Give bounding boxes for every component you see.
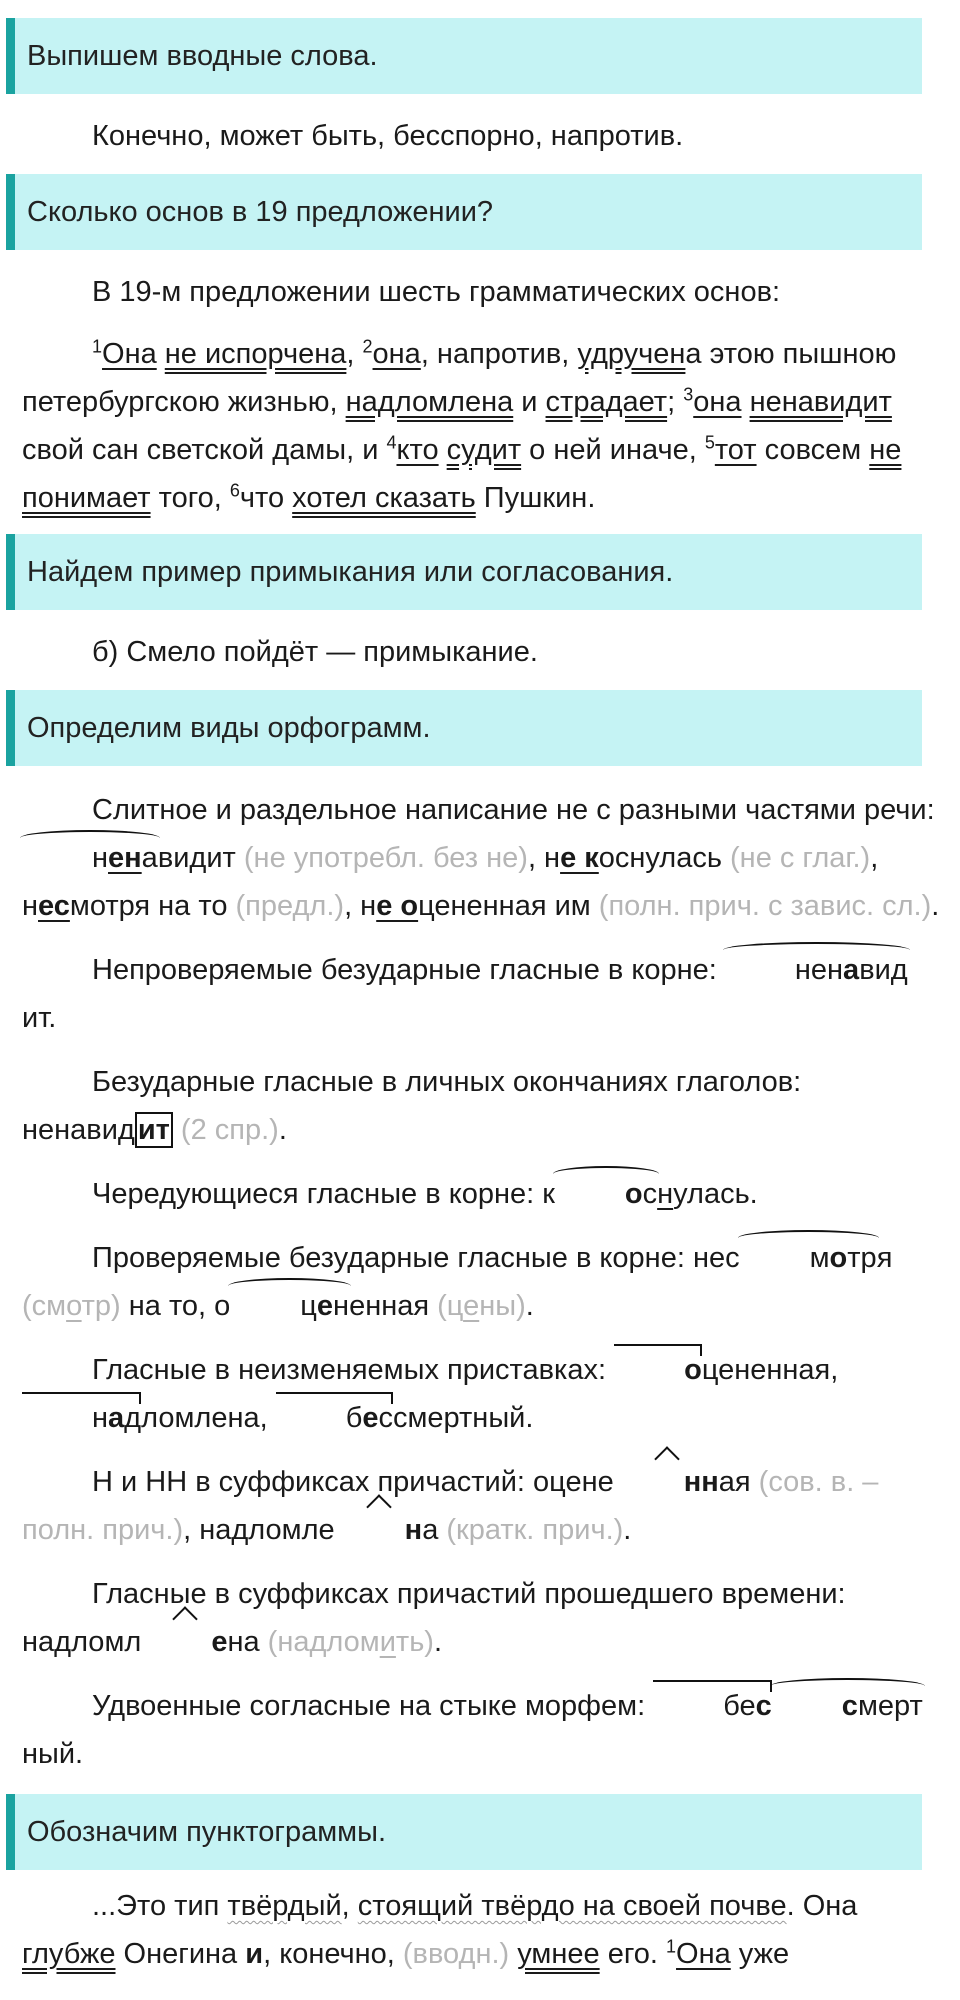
orth-ne-with-parts: Слитное и раздельное написание не с разными частями речи: ненавидит (не употребл. без не), не коснулась (не с глаг.), несмотря на то (предл.), не оцененная им (полн. прич. с завис. сл.).: [22, 794, 940, 922]
punctograms-sentence: ...Это тип твёрдый, стоящий твёрдо на своей почве. Она глубже Онегина и, конечно, (вводн.) умнее его. $^1$Она уже: [22, 1890, 858, 1970]
section-header-intro-words: Выпишем вводные слова.: [6, 18, 922, 94]
orth-participle-label: Гласные в суффиксах причастий прошедшего времени:: [92, 1578, 846, 1610]
orth-alternating-label: Чередующиеся гласные в корне:: [92, 1178, 543, 1210]
orth-prefix-label: Гласные в неизменяемых приставках:: [92, 1354, 615, 1386]
orth-prefix-vowels: Гласные в неизменяемых приставках: оцененная, надломлена, бессмертный.: [0, 1346, 960, 1442]
orth-unverifiable-vowels: Непроверяемые безударные гласные в корне: ненавидит.: [0, 946, 960, 1042]
orth-double-label: Удвоенные согласные на стыке морфем:: [92, 1690, 654, 1722]
orth-n-nn-label: Н и НН в суффиксах причастий:: [92, 1466, 534, 1498]
orth-participle-suffix: Гласные в суффиксах причастий прошедшего времени: надломл ена (надломить).: [0, 1570, 960, 1666]
section-header-grammar-bases: Сколько основ в 19 предложении?: [6, 174, 922, 250]
grammar-bases-intro: В 19-м предложении шесть грамматических основ:: [92, 276, 781, 308]
orth-ne-label: Слитное и раздельное написание не с разными частями речи:: [92, 794, 935, 826]
orth-n-nn: Н и НН в суффиксах причастий: оцене нная (сов. в. – полн. прич.), надломле на (кратк. прич.).: [0, 1458, 960, 1554]
orth-alternating-vowels: Чередующиеся гласные в корне: к оснулась.: [0, 1170, 960, 1218]
section-header-orthograms: Определим виды орфограмм.: [6, 690, 922, 766]
orth-verifiable-vowels: Проверяемые безударные гласные в корне: нес мотря (смотр) на то, о цененная (цены).: [0, 1234, 960, 1330]
orth-unverifiable-label: Непроверяемые безударные гласные в корне:: [92, 954, 725, 986]
section-header-punctograms: Обозначим пунктограммы.: [6, 1794, 922, 1870]
orth-verb-endings: Безударные гласные в личных окончаниях глаголов: ненавид ит (2 спр.).: [22, 1066, 802, 1146]
orth-verb-endings-label: Безударные гласные в личных окончаниях глаголов:: [92, 1066, 802, 1098]
orth-double-consonants: Удвоенные согласные на стыке морфем: бес смертный.: [0, 1682, 960, 1778]
section-header-link-type: Найдем пример примыкания или согласования.: [6, 534, 922, 610]
link-type-answer: б) Смело пойдёт — примыкание.: [92, 636, 538, 668]
grammar-bases-sentence: $^1$Она не испорчена, $^2$она, напротив, удручена этою пышною петербургскою жизнью, надломлена и страдает; $^3$она ненавидит свой сан светской дамы, и $^4$кто судит о ней иначе, $^5$тот совсем не понимает того, $^6$что хотел сказать Пушкин.: [22, 336, 902, 514]
intro-words-answer: Конечно, может быть, бесспорно, напротив.: [92, 120, 684, 152]
orth-verifiable-label: Проверяемые безударные гласные в корне:: [92, 1242, 693, 1274]
